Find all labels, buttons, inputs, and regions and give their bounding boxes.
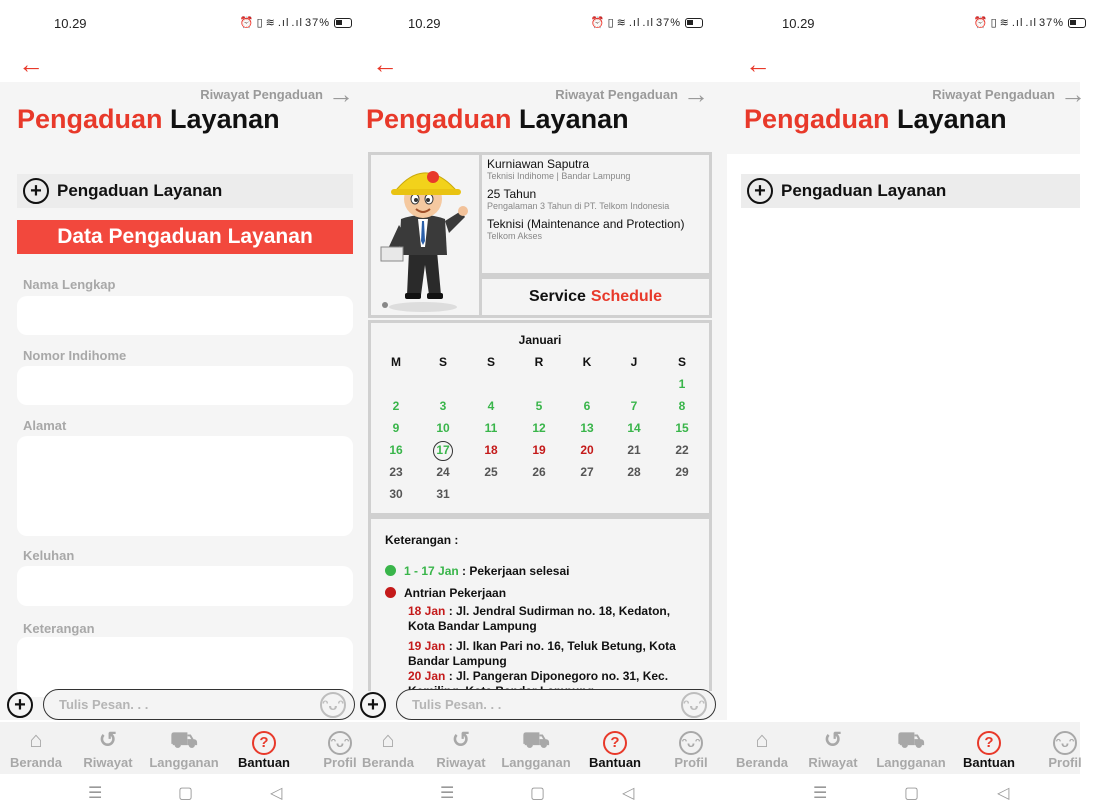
profile-icon: ᵔᴗᵔ xyxy=(302,726,378,754)
signal-icon: .ıl xyxy=(291,16,303,29)
wifi-icon: ≋ xyxy=(265,17,276,29)
system-nav xyxy=(727,774,1080,810)
calendar-day[interactable]: 10 xyxy=(436,421,450,435)
history-icon: ↺ xyxy=(451,727,471,752)
calendar-day[interactable]: 20 xyxy=(580,443,594,457)
calendar-day[interactable]: 13 xyxy=(580,421,594,435)
technician-title: Teknisi (Maintenance and Protection) xyxy=(487,217,685,231)
calendar-day[interactable]: 12 xyxy=(532,421,546,435)
status-bar xyxy=(360,0,727,44)
menu-icon[interactable]: ☰ xyxy=(440,785,455,802)
page-title xyxy=(17,104,280,135)
calendar-day[interactable]: 11 xyxy=(484,421,498,435)
calendar-inner xyxy=(371,323,709,513)
calendar-day[interactable]: 21 xyxy=(627,443,641,457)
signal-icon: .ıl xyxy=(277,16,290,29)
name-field[interactable] xyxy=(17,296,353,335)
red-dot-icon xyxy=(385,587,396,598)
nav-label: Langganan xyxy=(149,755,219,770)
legend-done-desc: : Pekerjaan selesai xyxy=(458,564,570,578)
calendar-day[interactable]: 19 xyxy=(532,443,546,457)
page-title-rest: Layanan xyxy=(897,104,1007,134)
back-triangle-icon[interactable]: ◁ xyxy=(270,785,283,802)
calendar-day[interactable]: 15 xyxy=(675,421,689,435)
arrow-right-icon: → xyxy=(683,79,709,109)
form-screen xyxy=(0,0,360,810)
field-label-indihome: Nomor Indihome xyxy=(23,348,127,363)
nav-label: Beranda xyxy=(735,755,789,770)
nav-label: Bantuan xyxy=(589,755,641,770)
bottom-nav xyxy=(727,722,1080,774)
page-title xyxy=(744,104,1007,135)
home-icon: ⌂ xyxy=(29,727,43,752)
status-icons xyxy=(240,16,352,29)
legend-done xyxy=(385,564,697,578)
section-label: Pengaduan Layanan xyxy=(57,181,223,200)
field-label-name: Nama Lengkap xyxy=(23,277,116,292)
nav-item-bantuan[interactable] xyxy=(226,726,302,770)
calendar-weekday: S xyxy=(677,355,686,369)
legend-panel xyxy=(368,516,712,691)
schedule-label-black: Service xyxy=(528,288,586,305)
chat-input[interactable] xyxy=(43,689,355,720)
chat-placeholder: Tulis Pesan. . . xyxy=(59,697,149,712)
signal-icon: .ıl xyxy=(642,16,654,29)
indihome-number-field[interactable] xyxy=(17,366,353,405)
field-label-address: Alamat xyxy=(23,418,67,433)
nav-item-riwayat[interactable] xyxy=(70,726,146,770)
technician-name: Kurniawan Saputra xyxy=(487,157,590,171)
calendar-day[interactable]: 8 xyxy=(678,399,686,413)
battery-icon xyxy=(1068,18,1086,28)
chat-bar xyxy=(360,688,727,722)
profile-icon: ᵔᴗᵔ xyxy=(1027,726,1103,754)
technician-info xyxy=(482,155,709,273)
arrow-right-icon: → xyxy=(328,79,354,109)
vibrate-icon: ▯ xyxy=(607,17,615,29)
status-bar xyxy=(0,0,360,44)
field-label-notes: Keterangan xyxy=(23,621,95,636)
calendar-day[interactable]: 29 xyxy=(675,465,689,479)
status-time: 10.29 xyxy=(54,16,87,31)
history-link[interactable] xyxy=(200,79,354,109)
address-field[interactable] xyxy=(17,436,353,536)
nav-item-riwayat[interactable] xyxy=(795,726,871,770)
battery-icon xyxy=(334,18,352,28)
legend-inner xyxy=(371,519,709,691)
battery-level: 37% xyxy=(1038,16,1064,29)
status-icons xyxy=(974,16,1086,29)
nav-item-bantuan[interactable] xyxy=(951,726,1027,770)
calendar-day[interactable]: 3 xyxy=(439,399,447,413)
calendar-weekday: S xyxy=(486,355,495,369)
bottom-nav xyxy=(0,722,360,774)
calendar-day[interactable]: 24 xyxy=(436,465,450,479)
section-toggle[interactable] xyxy=(741,174,1080,208)
calendar-weekday: K xyxy=(582,355,592,369)
status-bar xyxy=(727,0,1080,44)
calendar-day[interactable]: 1 xyxy=(678,377,686,391)
technician-company: Telkom Akses xyxy=(487,231,543,241)
page-title-rest: Layanan xyxy=(519,104,629,134)
history-icon: ↺ xyxy=(823,727,843,752)
nav-item-beranda[interactable] xyxy=(350,726,426,770)
calendar-day[interactable]: 7 xyxy=(630,399,638,413)
queue-date: 20 Jan xyxy=(408,669,446,683)
signal-icon: .ıl xyxy=(628,16,641,29)
history-link[interactable] xyxy=(555,79,709,109)
alarm-icon: ⏰ xyxy=(239,17,255,29)
technician-experience: Pengalaman 3 Tahun di PT. Telkom Indonesia xyxy=(487,201,670,211)
calendar-weekday: R xyxy=(534,355,544,369)
queue-item xyxy=(385,604,697,634)
plus-circle-icon: + xyxy=(747,178,773,204)
queue-address: : Jl. Jendral Sudirman no. 18, Kedaton, Kota Bandar Lampung xyxy=(408,604,671,633)
green-dot-icon xyxy=(385,565,396,576)
complaint-field[interactable] xyxy=(17,566,353,606)
home-icon: ⌂ xyxy=(381,727,395,752)
status-icons xyxy=(591,16,703,29)
home-square-icon[interactable]: ▢ xyxy=(178,785,194,802)
alarm-icon: ⏰ xyxy=(590,17,606,29)
battery-icon xyxy=(685,18,703,28)
page-title-accent: Pengaduan xyxy=(17,104,163,134)
vibrate-icon: ▯ xyxy=(990,17,998,29)
calendar-weekday: S xyxy=(438,355,447,369)
nav-item-profil[interactable] xyxy=(1027,726,1103,770)
page-title xyxy=(366,104,629,135)
page-title-accent: Pengaduan xyxy=(744,104,890,134)
vibrate-icon: ▯ xyxy=(256,17,264,29)
calendar-weekday: J xyxy=(630,355,638,369)
nav-label: Profil xyxy=(1048,755,1082,770)
history-link-label: Riwayat Pengaduan xyxy=(932,86,1055,102)
legend-queue-title: Antrian Pekerjaan xyxy=(404,586,507,600)
calendar-weekday: M xyxy=(391,355,401,369)
technician-illustration xyxy=(371,155,479,315)
nav-label: Riwayat xyxy=(83,755,133,770)
signal-icon: .ıl xyxy=(1011,16,1024,29)
wifi-icon: ≋ xyxy=(999,17,1010,29)
schedule-screen xyxy=(360,0,727,810)
nav-item-riwayat[interactable] xyxy=(423,726,499,770)
nav-label: Profil xyxy=(674,755,708,770)
calendar-day[interactable]: 25 xyxy=(484,465,498,479)
calendar xyxy=(368,320,712,516)
technician-role: Teknisi Indihome | Bandar Lampung xyxy=(487,171,631,181)
nav-label: Riwayat xyxy=(436,755,486,770)
page-title-accent: Pengaduan xyxy=(366,104,512,134)
calendar-day[interactable]: 23 xyxy=(389,465,403,479)
help-icon: ? xyxy=(951,726,1027,754)
home-icon: ⌂ xyxy=(755,727,769,752)
calendar-day[interactable]: 14 xyxy=(627,421,641,435)
menu-icon[interactable]: ☰ xyxy=(88,785,103,802)
nav-item-beranda[interactable] xyxy=(0,726,74,770)
nav-label: Bantuan xyxy=(238,755,290,770)
calendar-day[interactable]: 27 xyxy=(580,465,594,479)
alarm-icon: ⏰ xyxy=(973,17,989,29)
emoji-icon[interactable]: ᵔᴗᵔ xyxy=(320,692,346,718)
nav-label: Bantuan xyxy=(963,755,1015,770)
calendar-day[interactable]: 17 xyxy=(428,443,458,461)
cart-icon: ⛟ xyxy=(170,727,198,752)
section-toggle[interactable] xyxy=(17,174,353,208)
calendar-day[interactable]: 4 xyxy=(487,399,495,413)
plus-circle-icon: + xyxy=(23,178,49,204)
nav-label: Langganan xyxy=(876,755,946,770)
legend-done-range: 1 - 17 Jan xyxy=(404,564,459,578)
legend-queue xyxy=(385,586,697,600)
technician-age: 25 Tahun xyxy=(487,187,537,201)
status-time: 10.29 xyxy=(408,16,441,31)
emoji-icon[interactable]: ᵔᴗᵔ xyxy=(681,692,707,718)
back-arrow-icon[interactable]: ← xyxy=(18,49,44,79)
calendar-day[interactable]: 31 xyxy=(436,487,450,501)
schedule-label-accent: Schedule xyxy=(590,288,663,305)
arrow-right-icon: → xyxy=(1060,79,1086,109)
calendar-day[interactable]: 16 xyxy=(389,443,403,457)
wifi-icon: ≋ xyxy=(616,17,627,29)
nav-label: Beranda xyxy=(9,755,63,770)
home-square-icon[interactable]: ▢ xyxy=(904,785,920,802)
calendar-day[interactable]: 28 xyxy=(627,465,641,479)
nav-label: Langganan xyxy=(501,755,571,770)
help-icon: ? xyxy=(226,726,302,754)
status-time: 10.29 xyxy=(782,16,815,31)
back-triangle-icon[interactable]: ◁ xyxy=(997,785,1010,802)
calendar-day[interactable]: 22 xyxy=(675,443,689,457)
legend-title: Keterangan : xyxy=(385,533,459,547)
signal-icon: .ıl xyxy=(1025,16,1037,29)
nav-label: Riwayat xyxy=(808,755,858,770)
attach-plus-icon[interactable]: + xyxy=(7,692,33,718)
history-link[interactable] xyxy=(932,79,1086,109)
section-label: Pengaduan Layanan xyxy=(781,181,947,200)
nav-item-langganan[interactable] xyxy=(146,726,222,770)
calendar-day[interactable]: 26 xyxy=(532,465,546,479)
queue-address: : Jl. Pangeran Diponegoro no. 31, Kec. xyxy=(448,669,669,683)
calendar-month: Januari xyxy=(518,333,562,347)
queue-address: : Jl. Ikan Pari no. 16, Teluk Betung, Kota Bandar Lampung xyxy=(408,639,676,668)
nav-item-profil[interactable] xyxy=(653,726,729,770)
empty-screen xyxy=(727,0,1086,810)
home-square-icon[interactable]: ▢ xyxy=(530,785,546,802)
back-triangle-icon[interactable]: ◁ xyxy=(622,785,635,802)
calendar-day[interactable]: 5 xyxy=(535,399,543,413)
calendar-day[interactable]: 30 xyxy=(389,487,403,501)
calendar-day[interactable]: 9 xyxy=(392,421,400,435)
history-link-label: Riwayat Pengaduan xyxy=(555,86,678,102)
technician-avatar xyxy=(371,155,479,315)
field-label-complaint: Keluhan xyxy=(23,548,75,563)
help-icon: ? xyxy=(577,726,653,754)
nav-label: Profil xyxy=(323,755,357,770)
nav-item-langganan[interactable] xyxy=(873,726,949,770)
cart-icon: ⛟ xyxy=(522,727,550,752)
nav-item-bantuan[interactable] xyxy=(577,726,653,770)
queue-date: 18 Jan xyxy=(408,604,446,618)
battery-level: 37% xyxy=(304,16,330,29)
cart-icon: ⛟ xyxy=(897,727,925,752)
queue-item xyxy=(385,639,697,669)
system-nav xyxy=(360,774,727,810)
profile-icon: ᵔᴗᵔ xyxy=(653,726,729,754)
history-icon: ↺ xyxy=(98,727,118,752)
page-title-rest: Layanan xyxy=(170,104,280,134)
nav-item-beranda[interactable] xyxy=(724,726,800,770)
calendar-day[interactable]: 6 xyxy=(583,399,591,413)
history-link-label: Riwayat Pengaduan xyxy=(200,86,323,102)
attach-plus-icon[interactable]: + xyxy=(360,692,386,718)
calendar-day[interactable]: 2 xyxy=(392,399,400,413)
nav-item-langganan[interactable] xyxy=(498,726,574,770)
bottom-nav xyxy=(360,722,727,774)
system-nav xyxy=(0,774,360,810)
back-arrow-icon[interactable]: ← xyxy=(372,49,398,79)
nav-label: Beranda xyxy=(361,755,415,770)
legend-done-text xyxy=(404,564,569,578)
chat-input[interactable] xyxy=(396,689,716,720)
chat-placeholder: Tulis Pesan. . . xyxy=(412,697,502,712)
chat-bar xyxy=(0,688,360,722)
back-arrow-icon[interactable]: ← xyxy=(745,49,771,79)
queue-date: 19 Jan xyxy=(408,639,446,653)
menu-icon[interactable]: ☰ xyxy=(813,785,828,802)
battery-level: 37% xyxy=(655,16,681,29)
service-schedule-button[interactable] xyxy=(482,279,709,315)
technician-card xyxy=(368,152,712,318)
form-banner: Data Pengaduan Layanan xyxy=(17,220,353,254)
calendar-day[interactable]: 18 xyxy=(484,443,498,457)
